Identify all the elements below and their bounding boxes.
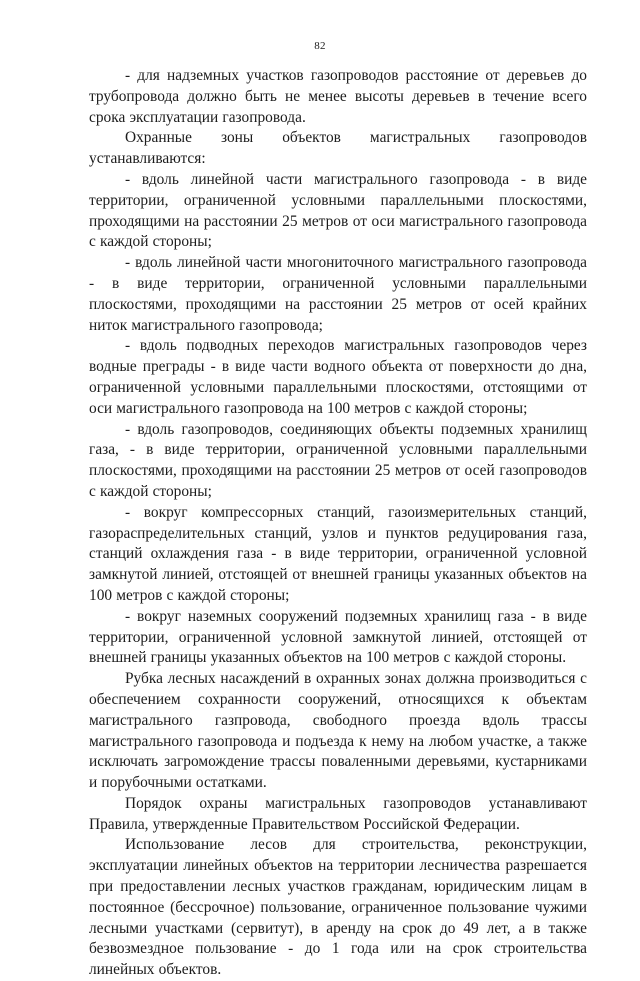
paragraph-compressor-stations: - вокруг компрессорных станций, газоизмерительных станций, газораспределительных станций, узлов и пунктов редуцирования газа, станций охлаждения газа - в виде территории, ограниченной условной замкнутой линией, отстоящей от внешней границы указанных объектов на 100 метров с каждой стороны; xyxy=(89,503,587,604)
paragraph-ground-structures: - вокруг наземных сооружений подземных хранилищ газа - в виде территории, ограниченной условной замкнутой линией, отстоящей от внешней границы указанных объектов на 100 метров с каждой стороны. xyxy=(89,607,587,667)
paragraph-protection-rules: Порядок охраны магистральных газопроводов устанавливают Правила, утвержденные Правительством Российской Федерации. xyxy=(89,794,587,833)
paragraph-linear-part: - вдоль линейной части магистрального газопровода - в виде территории, ограниченной условными параллельными плоскостями, проходящими на расстоянии 25 метров от оси магистрального газопровода с каждой стороны; xyxy=(89,170,587,251)
document-body xyxy=(89,66,587,981)
paragraph-zones-intro: Охранные зоны объектов магистральных газопроводов устанавливаются: xyxy=(89,129,587,168)
paragraph-underwater: - вдоль подводных переходов магистральных газопроводов через водные преграды - в виде части водного объекта от поверхности до дна, ограниченной условными параллельными плоскостями, отстоящими от оси магистрального газопровода на 100 метров с каждой стороны; xyxy=(89,337,587,417)
paragraph-aboveground-distance: - для надземных участков газопроводов расстояние от деревьев до трубопровода должно быть не менее высоты деревьев в течение всего срока эксплуатации газопровода. xyxy=(89,67,587,126)
paragraph-storage-pipelines: - вдоль газопроводов, соединяющих объекты подземных хранилищ газа, - в виде территории, ограниченной условными параллельными плоскостями, проходящими на расстоянии 25 метров от осей газопроводов с каждой стороны; xyxy=(89,420,587,500)
page-number: 82 xyxy=(314,40,326,52)
paragraph-forest-use: Использование лесов для строительства, реконструкции, эксплуатации линейных объектов на территории лесничества разрешается при предоставлении лесных участков гражданам, юридическим лицам в постоянное (бессрочное) пользование, ограниченное пользование чужими лесными участками (сервитут), в аренду на срок до 49 лет, а в также безвозмездное пользование - до 1 года или на срок строительства линейных объектов. xyxy=(89,836,587,979)
paragraph-multistring: - вдоль линейной части многониточного магистрального газопровода - в виде территории, ограниченной условными параллельными плоскостями, проходящими на расстоянии 25 метров от осей крайних ниток магистрального газопровода; xyxy=(89,254,587,334)
paragraph-felling: Рубка лесных насаждений в охранных зонах должна производиться с обеспечением сохранности сооружений, относящихся к объектам магистрального газпровода, свободного проезда вдоль трассы магистрального газопровода и подъезда к нему на любом участке, а также исключать загромождение трассы поваленными деревьями, кустарниками и порубочными остатками. xyxy=(89,670,587,792)
